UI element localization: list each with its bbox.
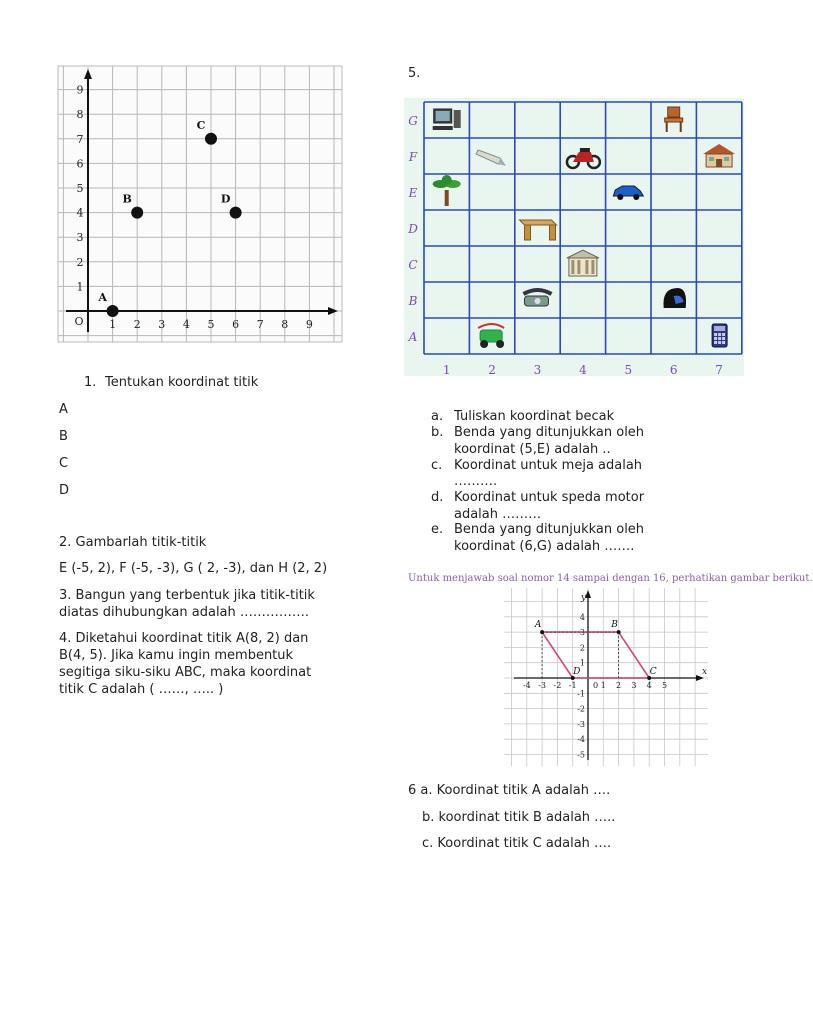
coordinate-graph-2	[504, 588, 708, 766]
question-3-line-2: diatas dihubungkan adalah …………….	[59, 605, 310, 620]
question-1-title: Tentukan koordinat titik	[105, 375, 259, 390]
x-tick-label: 5	[207, 318, 215, 331]
point-c	[205, 133, 217, 145]
item-text: Koordinat untuk speda motor	[454, 490, 645, 505]
calculator-icon	[712, 324, 727, 347]
y-tick-label: -5	[577, 750, 585, 760]
x-tick-label: 2	[133, 318, 141, 331]
y-tick-label: 2	[579, 643, 585, 653]
item-text: Benda yang ditunjukkan oleh	[454, 425, 645, 440]
y-tick-label: 1	[579, 658, 585, 668]
y-tick-label: 3	[76, 231, 84, 245]
point-label: A	[98, 291, 107, 304]
item-marker: a.	[431, 409, 444, 424]
y-tick-label: 6	[76, 157, 84, 171]
question-1-item-d: D	[59, 483, 70, 498]
y-tick-label: 8	[76, 108, 84, 122]
item-marker: d.	[431, 490, 444, 505]
coordinate-plane-1	[58, 66, 342, 342]
row-label: F	[408, 150, 418, 164]
x-tick-label: 7	[256, 318, 264, 331]
item-text-cont: koordinat (6,G) adalah …….	[454, 539, 635, 554]
question-6-b: b. koordinat titik B adalah …..	[422, 810, 616, 825]
question-1-item-b: B	[59, 429, 68, 444]
question-4-line-1: 4. Diketahui koordinat titik A(8, 2) dan	[59, 631, 309, 646]
point-label: C	[196, 118, 206, 132]
item-marker: b.	[431, 425, 444, 440]
y-tick-label: -2	[577, 704, 585, 714]
y-tick-label: 5	[76, 182, 84, 195]
col-label: 1	[442, 363, 451, 377]
origin-label: O	[74, 315, 84, 328]
row-label: D	[408, 222, 418, 236]
y-tick-label: -3	[577, 719, 585, 729]
x-tick-label: 5	[661, 681, 668, 690]
point-d	[230, 207, 242, 219]
coordinate-graph-1	[58, 66, 342, 342]
x-tick-label: 1	[600, 681, 606, 690]
item-text-cont: koordinat (5,E) adalah ..	[454, 442, 611, 457]
item-marker: e.	[431, 522, 444, 537]
question-5-number: 5.	[408, 66, 421, 81]
col-label: 2	[488, 363, 496, 377]
object-grid	[404, 98, 744, 376]
coordinate-plane-2	[504, 588, 708, 766]
point-label: D	[573, 667, 581, 677]
item-text: Tuliskan koordinat becak	[454, 409, 615, 424]
x-tick-label: 1	[109, 318, 117, 331]
point-label: D	[220, 192, 231, 206]
y-tick-label: 4	[76, 206, 84, 220]
y-tick-label: 1	[76, 280, 84, 294]
point-label: B	[122, 192, 132, 206]
x-tick-label: -4	[522, 681, 531, 690]
col-label: 3	[533, 363, 542, 377]
col-label: 7	[715, 363, 723, 377]
question-1-number: 1.	[84, 375, 97, 390]
x-tick-label: 9	[305, 318, 313, 331]
col-label: 6	[669, 363, 678, 377]
x-tick-label: 4	[182, 318, 190, 331]
question-1-item-a: A	[59, 402, 68, 417]
point-label: A	[534, 620, 542, 631]
x-tick-label: -2	[553, 681, 562, 690]
point-a	[107, 305, 119, 317]
point-b	[131, 207, 143, 219]
point-a	[540, 630, 544, 634]
item-text-cont: ……….	[454, 474, 498, 489]
question-4-line-2: B(4, 5). Jika kamu ingin membentuk	[59, 648, 294, 663]
x-tick-label: 6	[232, 318, 240, 331]
y-tick-label: 3	[579, 628, 585, 638]
item-text: Koordinat untuk meja adalah	[454, 458, 643, 473]
graph-2-caption: Untuk menjawab soal nomor 14 sampai dengan 16, perhatikan gambar berikut.	[408, 573, 813, 584]
x-tick-label: 8	[281, 318, 289, 331]
x-tick-label: -3	[538, 681, 546, 690]
row-label: B	[408, 294, 418, 308]
x-tick-label: 2	[616, 681, 622, 690]
grid-background	[404, 98, 744, 376]
col-label: 4	[579, 363, 587, 377]
item-text: Benda yang ditunjukkan oleh	[454, 522, 645, 537]
y-tick-label: -1	[577, 689, 585, 699]
x-axis-label: x	[702, 667, 708, 677]
y-tick-label: 4	[579, 612, 585, 622]
object-grid-plane	[404, 98, 744, 376]
question-4-line-4: titik C adalah ( ……, ….. )	[59, 682, 224, 697]
row-label: E	[408, 186, 418, 200]
question-4-line-3: segitiga siku-siku ABC, maka koordinat	[59, 665, 312, 680]
col-label: 5	[624, 363, 633, 377]
item-text-cont: adalah ………	[454, 507, 542, 522]
question-3-line-1: 3. Bangun yang terbentuk jika titik-titik	[59, 588, 315, 603]
x-tick-label: 3	[158, 318, 166, 331]
y-tick-label: 2	[76, 255, 84, 269]
row-label: C	[408, 258, 418, 272]
question-2-line-1: 2. Gambarlah titik-titik	[59, 535, 207, 550]
row-label: A	[408, 330, 418, 344]
x-tick-label: -1	[568, 681, 577, 690]
computer-icon	[433, 109, 461, 130]
y-axis-label: y	[581, 593, 587, 603]
origin-label: 0	[593, 681, 599, 690]
question-6-c: c. Koordinat titik C adalah ….	[422, 836, 612, 851]
y-tick-label: 7	[76, 132, 84, 146]
y-tick-label: -4	[577, 735, 585, 745]
x-tick-label: 3	[631, 681, 637, 690]
y-tick-label: 9	[76, 83, 84, 97]
point-b	[617, 630, 621, 634]
question-6-a: 6 a. Koordinat titik A adalah ….	[408, 783, 611, 798]
question-1-item-c: C	[59, 456, 69, 471]
point-label: B	[611, 620, 618, 631]
point-label: C	[649, 667, 657, 677]
item-marker: c.	[431, 458, 443, 473]
question-2-line-2: E (-5, 2), F (-5, -3), G ( 2, -3), dan H (2, 2)	[59, 561, 328, 576]
x-tick-label: 4	[646, 681, 652, 690]
row-label: G	[408, 114, 418, 128]
